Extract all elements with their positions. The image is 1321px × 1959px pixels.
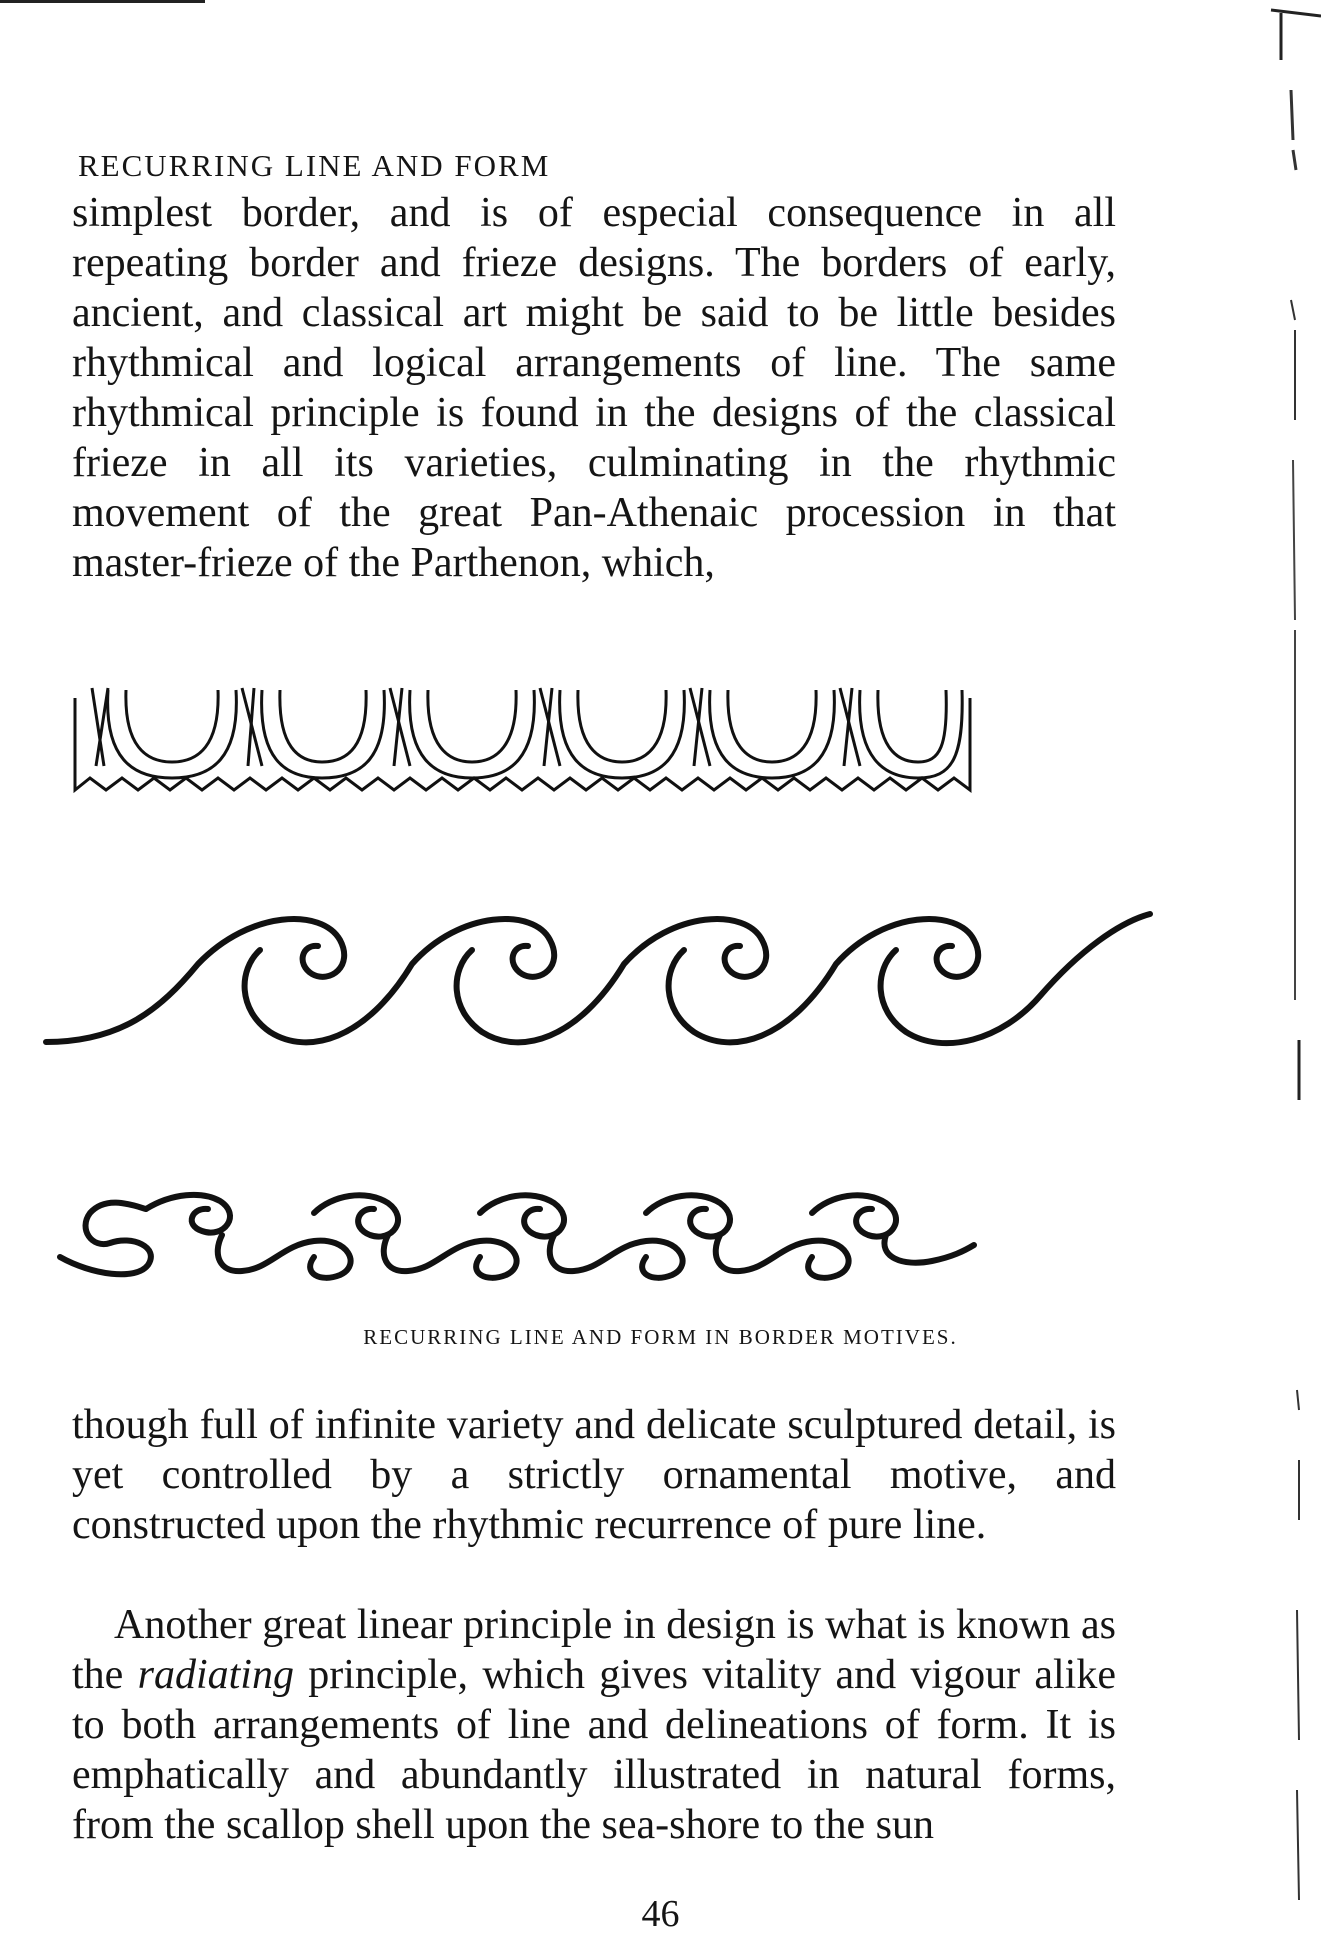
wave-scroll-border xyxy=(40,900,1160,1070)
figure-caption: RECURRING LINE AND FORM IN BORDER MOTIVES. xyxy=(363,1325,958,1349)
egg-and-dart-border xyxy=(72,678,992,808)
top-corner-rule xyxy=(0,0,205,3)
paragraph-1: simplest border, and is of especial consequence in all repeating border and frieze designs. The borders of early, ancient, and classical art might be said to be little besides rhythmical and logical arrangements of line. The same rhythmical principle is found in the designs of the classical frieze in all its varieties, culminating in the rhythmic movement of the great Pan-Athenaic procession in that master-frieze of the Parthenon, which, xyxy=(72,190,1116,586)
binding-edge-marks xyxy=(1211,0,1321,1959)
paragraph-2: though full of infinite variety and delicate sculptured detail, is yet controlled by a strictly ornamental motive, and constructed upon the rhythmic recurrence of pure line. xyxy=(72,1402,1116,1548)
running-scroll-border xyxy=(52,1165,982,1305)
page-number: 46 xyxy=(641,1893,680,1935)
paragraph-3-end: principle, which gives vitality and vigour alike to both arrangements of line and delineations of form. It is emphatically and abundantly illustrated in natural forms, from the scallop shell upon the sea-shore to the sun xyxy=(72,1652,1116,1848)
running-head: RECURRING LINE AND FORM xyxy=(78,148,551,183)
paragraph-3 xyxy=(72,1600,1116,1850)
paragraph-3-start: Another great linear principle in design is what is known as the xyxy=(72,1602,1116,1698)
radiating-term: radiating xyxy=(137,1652,294,1698)
